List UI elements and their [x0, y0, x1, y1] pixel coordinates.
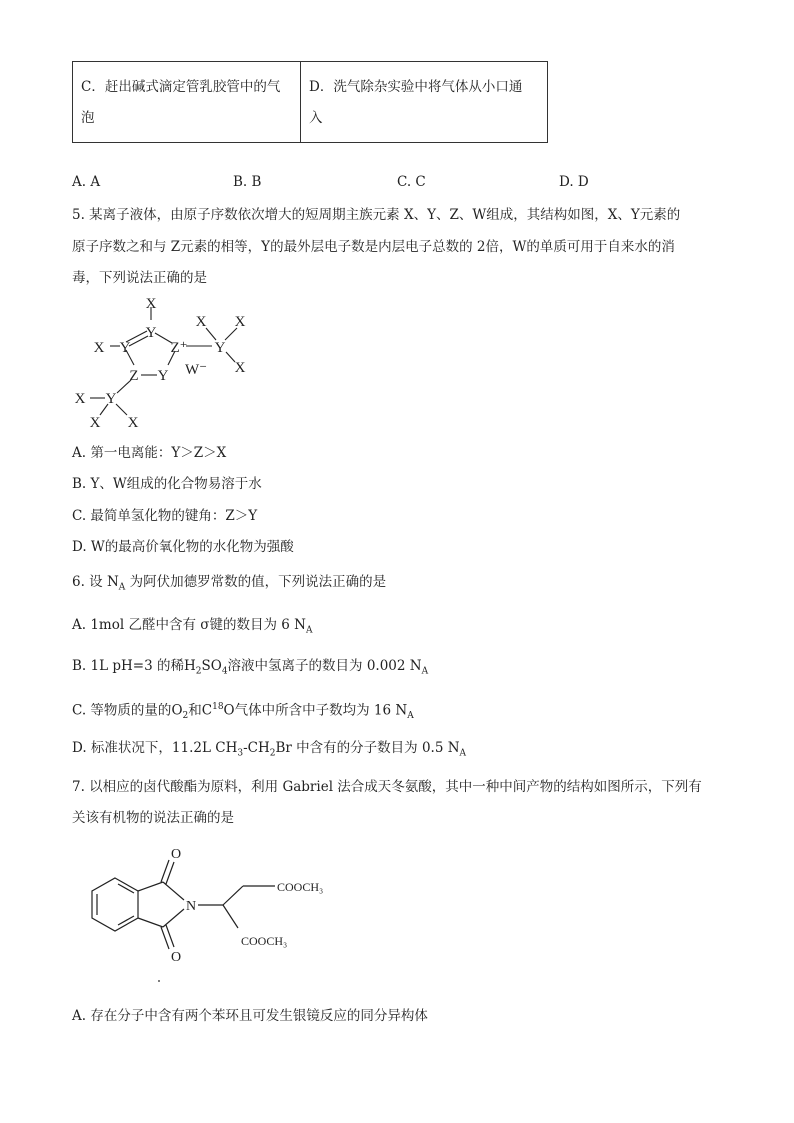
- q5-stem-line1: 5. 某离子液体，由原子序数依次增大的短周期主族元素 X、Y、Z、W组成，其结构如图，X、Y元素的: [72, 207, 681, 223]
- q5-y-label-2: Y: [119, 340, 131, 356]
- q6-stem-suffix: 为阿伏加德罗常数的值，下列说法正确的是: [125, 574, 387, 590]
- q6-formula-2: 2: [269, 748, 276, 759]
- q5-x-label-3: X: [195, 314, 207, 330]
- q6-stem: [72, 572, 386, 598]
- q4-option-d-cell: [301, 62, 548, 143]
- q4-option-c-cell: [73, 62, 301, 143]
- q5-option-a: A. 第一电离能：Y＞Z＞X: [72, 445, 227, 461]
- q5-option-c: C. 最简单氢化物的键角：Z＞Y: [72, 508, 258, 524]
- q6-h2so4-2: 2: [195, 666, 202, 677]
- q6-option-b-na-sub: A: [421, 666, 429, 677]
- q7-ester-group-1: COOCH₃: [277, 880, 324, 894]
- q7-ester-group-2: COOCH₃: [241, 934, 288, 948]
- q5-x-label-6: X: [74, 391, 86, 407]
- q6-formula-ch: CH: [215, 740, 238, 756]
- q6-option-d-text2: 中含有的分子数目为 0.5: [291, 740, 448, 756]
- q6-option-a: [72, 615, 312, 641]
- q5-option-b: B. Y、W组成的化合物易溶于水: [72, 476, 262, 492]
- q5-x-label-7: X: [89, 415, 101, 431]
- q6-c18o-c: C: [201, 702, 213, 719]
- q5-y-label-3: Y: [214, 340, 226, 356]
- q5-w-minus-label: W⁻: [184, 362, 208, 378]
- q6-option-a-na: N: [294, 617, 306, 633]
- q4-option-d: D. D: [559, 174, 589, 190]
- q5-z-label: Z: [129, 368, 139, 384]
- q6-o2-2: 2: [182, 711, 189, 722]
- q6-o2-o: O: [171, 702, 183, 719]
- q4-option-b: B. B: [233, 174, 262, 190]
- q5-x-label-5: X: [234, 360, 246, 376]
- q6-option-b: [72, 656, 428, 682]
- q6-formula-ch2: -CH: [243, 740, 270, 756]
- q7-carbonyl-o-top: O: [170, 847, 182, 862]
- q6-option-c-na-sub: A: [407, 711, 414, 722]
- q5-y-label-1: Y: [145, 325, 157, 341]
- q6-c18o-18: 18: [212, 702, 224, 712]
- q6-stem-prefix: 6. 设: [72, 574, 107, 590]
- q7-stem-line2: 关该有机物的说法正确的是: [72, 810, 234, 826]
- q6-option-b-text2: 溶液中氢离子的数目为 0.002: [227, 658, 410, 674]
- q7-option-a: A. 存在分子中含有两个苯环且可发生银镜反应的同分异构体: [72, 1008, 428, 1024]
- q6-option-d: [72, 738, 466, 764]
- q5-y-label-5: Y: [105, 391, 117, 407]
- q4-option-c-line1: C．赶出碱式滴定管乳胶管中的气: [81, 79, 281, 95]
- q6-na-symbol: N: [106, 574, 119, 590]
- q6-option-c-na: N: [395, 702, 408, 719]
- q6-h2so4-so: SO: [201, 658, 222, 674]
- q4-option-d-line2: 入: [309, 110, 323, 126]
- q5-option-d: D. W的最高价氧化物的水化物为强酸: [72, 539, 294, 555]
- q6-formula-3: 3: [237, 748, 244, 759]
- q6-option-d-text1: D. 标准状况下，11.2L: [72, 740, 216, 756]
- q4-option-d-line1: D．洗气除杂实验中将气体从小口通: [309, 79, 523, 95]
- q6-option-b-text1: B. 1L pH=3 的稀: [72, 658, 184, 674]
- q6-option-c-text2: 气体中所含中子数均为 16: [234, 702, 396, 719]
- q6-option-a-na-sub: A: [305, 625, 313, 636]
- q4-option-c: C. C: [397, 174, 426, 190]
- q7-period-dot: [158, 980, 160, 982]
- q6-option-c: [72, 697, 414, 726]
- q6-h2so4-h: H: [183, 658, 196, 674]
- q6-na-subscript: A: [118, 582, 126, 593]
- q4-option-a: A. A: [72, 174, 101, 190]
- q6-option-c-text1: C. 等物质的量的: [72, 702, 172, 719]
- q5-z-plus-label: Z⁺: [170, 340, 188, 356]
- q4-options-table: [72, 61, 548, 143]
- q6-option-d-na-sub: A: [459, 748, 467, 759]
- q7-phthalimide-structure: [75, 840, 345, 990]
- q5-stem-line2: 原子序数之和与 Z元素的相等，Y的最外层电子数是内层电子总数的 2倍，W的单质可用于自来水的消: [72, 239, 675, 255]
- q5-x-label-4: X: [234, 314, 246, 330]
- q7-stem-line1: 7. 以相应的卤代酸酯为原料，利用 Gabriel 法合成天冬氨酸，其中一种中间产物的结构如图所示，下列有: [72, 779, 702, 795]
- q6-c18o-o: O: [223, 702, 235, 719]
- q6-option-b-na: N: [409, 658, 422, 674]
- q5-x-label-2: X: [93, 340, 105, 356]
- q6-option-a-text: A. 1mol 乙醛中含有 σ键的数目为 6: [72, 617, 295, 633]
- q6-h2so4-4: 4: [221, 666, 228, 677]
- q7-carbonyl-o-bottom: O: [170, 950, 182, 965]
- q6-option-d-na: N: [447, 740, 460, 756]
- q5-y-label-4: Y: [157, 368, 169, 384]
- q6-formula-br: Br: [275, 740, 292, 756]
- q7-nitrogen: N: [185, 899, 197, 914]
- q5-ionic-liquid-structure: [70, 292, 260, 434]
- q5-x-label-8: X: [127, 415, 139, 431]
- q5-stem-line3: 毒，下列说法正确的是: [72, 270, 207, 286]
- q5-x-label-1: X: [145, 296, 157, 312]
- q4-option-c-line2: 泡: [81, 110, 95, 126]
- q6-option-c-and: 和: [188, 702, 202, 719]
